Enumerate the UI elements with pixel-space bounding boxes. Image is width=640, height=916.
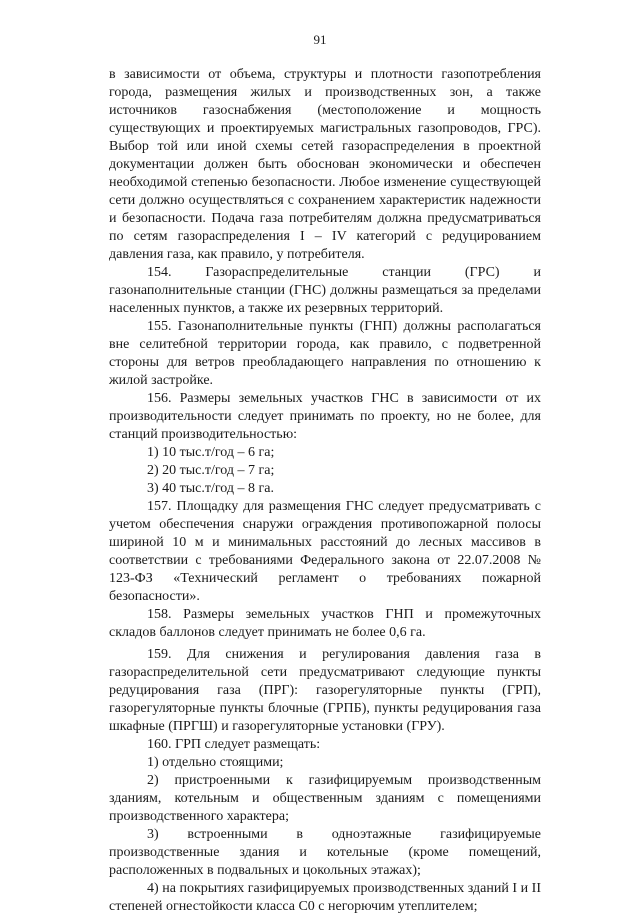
list-item-160-2: 2) пристроенными к газифицируемым производственным зданиям, котельным и общественным зданиям с помещениями производственного характера; [109, 773, 541, 824]
paragraph-158: 158. Размеры земельных участков ГНП и промежуточных складов баллонов следует принимать не более 0,6 га. [109, 607, 541, 640]
paragraph-156: 156. Размеры земельных участков ГНС в зависимости от их производительности следует принимать по проекту, но не более, для станций производительностью: [109, 391, 541, 442]
page-number: 91 [313, 32, 327, 47]
paragraph-155: 155. Газонаполнительные пункты (ГНП) должны располагаться вне селитебной территории города, как правило, с подветренной стороны для ветров преобладающего направления по отношению к жилой застройке. [109, 319, 541, 388]
list-item-160-3: 3) встроенными в одноэтажные газифицируемые производственные здания и котельные (кроме помещений, расположенных в подвальных и цокольных этажах); [109, 827, 541, 878]
list-item-160-4: 4) на покрытиях газифицируемых производственных зданий I и II степеней огнестойкости класса С0 с негорючим утеплителем; [109, 881, 541, 914]
paragraph-continued-gas-network-scheme: в зависимости от объема, структуры и плотности газопотребления города, размещения жилых и производственных зон, а также источников газоснабжения (местоположение и мощность существующих и проектируемых магистральных газопроводов, ГРС). Выбор той или иной схемы сетей газораспределения в проектной документации должен быть обоснован экономически и обеспечен необходимой степенью безопасности. Любое изменение существующей сети должно осуществляться с сохранением характеристик надежности и безопасности. Подача газа потребителям должна предусматриваться по сетям газораспределения I – IV категорий с редуцированием давления газа, как правило, у потребителя. [109, 67, 541, 262]
list-item-156-3: 3) 40 тыс.т/год – 8 га. [147, 481, 274, 496]
list-item-156-2: 2) 20 тыс.т/год – 7 га; [147, 463, 275, 478]
document-body [109, 66, 541, 916]
paragraph-157: 157. Площадку для размещения ГНС следует предусматривать с учетом обеспечения снаружи ограждения противопожарной полосы шириной 10 м и минимальных расстояний до лесных массивов в соответствии с требованиями Федерального закона от 22.07.2008 № 123-ФЗ «Технический регламент о требованиях пожарной безопасности». [109, 499, 541, 604]
paragraph-154: 154. Газораспределительные станции (ГРС) и газонаполнительные станции (ГНС) должны размещаться за пределами населенных пунктов, а также их резервных территорий. [109, 265, 541, 316]
paragraph-159: 159. Для снижения и регулирования давления газа в газораспределительной сети предусматривают следующие пункты редуцирования газа (ПРГ): газорегуляторные пункты (ГРП), газорегуляторные пункты блочные (ГРПБ), пункты редуцирования газа шкафные (ПРГШ) и газорегуляторные установки (ГРУ). [109, 647, 541, 734]
list-item-160-1: 1) отдельно стоящими; [147, 755, 284, 770]
paragraph-160: 160. ГРП следует размещать: [147, 737, 321, 752]
list-item-156-1: 1) 10 тыс.т/год – 6 га; [147, 445, 275, 460]
